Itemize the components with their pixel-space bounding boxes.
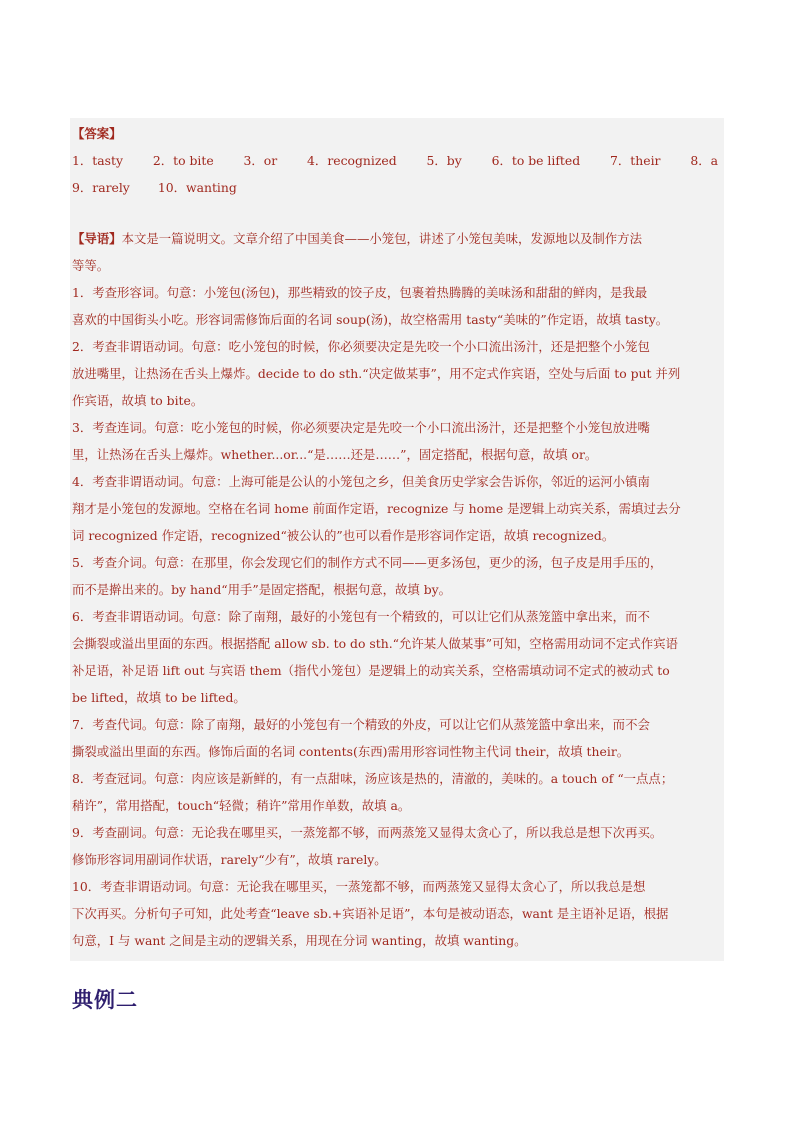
guide-line: 1．考查形容词。句意：小笼包(汤包)，那些精致的饺子皮，包裹着热腾腾的美味汤和甜甜的鲜肉，是我最 <box>72 285 648 300</box>
guide-line: 里，让热汤在舌头上爆炸。whether...or...“是……还是……”，固定搭配，根据句意，故填 or。 <box>72 447 598 462</box>
guide-line: 5．考查介词。句意：在那里，你会发现它们的制作方式不同——更多汤包，更少的汤，包子皮是用手压的， <box>72 555 663 570</box>
guide-line: 4．考查非谓语动词。句意：上海可能是公认的小笼包之乡，但美食历史学家会告诉你，邻近的运河小镇南 <box>72 474 650 489</box>
guide-line: 等等。 <box>72 258 110 273</box>
spacer <box>72 201 720 225</box>
answer-row-2 <box>72 174 720 201</box>
answer-row-1 <box>72 147 720 174</box>
answer-explanation-box <box>70 118 724 961</box>
answer-item: 7．their <box>610 153 661 168</box>
guide-line: 作宾语，故填 to bite。 <box>72 393 204 408</box>
guide-line: 会撕裂或溢出里面的东西。根据搭配 allow sb. to do sth.“允许某人做某事”可知，空格需用动词不定式作宾语 <box>72 636 678 651</box>
guide-line: be lifted，故填 to be lifted。 <box>72 690 246 705</box>
guide-line: 10．考查非谓语动词。句意：无论我在哪里买，一蒸笼都不够，而两蒸笼又显得太贪心了，所以我总是想 <box>72 879 646 894</box>
answer-title: 【答案】 <box>72 126 122 141</box>
guide-line: 9．考查副词。句意：无论我在哪里买，一蒸笼都不够，而两蒸笼又显得太贪心了，所以我总是想下次再买。 <box>72 825 663 840</box>
answer-item: 6．to be lifted <box>491 153 581 168</box>
guide-line: 放进嘴里，让热汤在舌头上爆炸。decide to do sth.“决定做某事”，用不定式作宾语，空处与后面 to put 并列 <box>72 366 681 381</box>
guide-line: 句意，I 与 want 之间是主动的逻辑关系，用现在分词 wanting，故填 wanting。 <box>72 933 527 948</box>
answer-item: 5．by <box>426 153 462 168</box>
answer-item: 9．rarely <box>72 180 130 195</box>
guide-line: 7．考查代词。句意：除了南翔，最好的小笼包有一个精致的外皮，可以让它们从蒸笼篮中拿出来，而不会 <box>72 717 650 732</box>
guide-line: 词 recognized 作定语，recognized“被公认的”也可以看作是形容词作定语，故填 recognized。 <box>72 528 615 543</box>
answer-item: 3．or <box>243 153 278 168</box>
guide-line: 2．考查非谓语动词。句意：吃小笼包的时候，你必须要决定是先咬一个小口流出汤汁，还是把整个小笼包 <box>72 339 650 354</box>
guide-line: 撕裂或溢出里面的东西。修饰后面的名词 contents(东西)需用形容词性物主代词 their，故填 their。 <box>72 744 630 759</box>
guide-line: 喜欢的中国街头小吃。形容词需修饰后面的名词 soup(汤)，故空格需用 tasty“美味的”作定语，故填 tasty。 <box>72 312 669 327</box>
guide-line: 【导语】本文是一篇说明文。文章介绍了中国美食——小笼包，讲述了小笼包美味，发源地以及制作方法 <box>72 231 642 246</box>
answer-item: 8．a <box>690 153 718 168</box>
answer-item: 2．to bite <box>152 153 214 168</box>
guide-line: 稍许”，常用搭配，touch“轻微；稍许”常用作单数，故填 a。 <box>72 798 411 813</box>
answer-item: 4．recognized <box>307 153 397 168</box>
guide-line: 6．考查非谓语动词。句意：除了南翔，最好的小笼包有一个精致的，可以让它们从蒸笼篮中拿出来，而不 <box>72 609 650 624</box>
answer-item: 10．wanting <box>157 180 237 195</box>
section-heading: 典例二 <box>72 987 138 1012</box>
answer-item: 1．tasty <box>72 153 123 168</box>
guide-line: 而不是擀出来的。by hand“用手”是固定搭配，根据句意，故填 by。 <box>72 582 452 597</box>
guide-line: 补足语，补足语 lift out 与宾语 them（指代小笼包）是逻辑上的动宾关系，空格需填动词不定式的被动式 to <box>72 663 670 678</box>
guide-line: 翔才是小笼包的发源地。空格在名词 home 前面作定语，recognize 与 home 是逻辑上动宾关系，需填过去分 <box>72 501 681 516</box>
guide-line: 3．考查连词。句意：吃小笼包的时候，你必须要决定是先咬一个小口流出汤汁，还是把整个小笼包放进嘴 <box>72 420 650 435</box>
guide-line: 下次再买。分析句子可知，此处考查“leave sb.+宾语补足语”，本句是被动语态，want 是主语补足语，根据 <box>72 906 669 921</box>
guide-line: 8．考查冠词。句意：肉应该是新鲜的，有一点甜味，汤应该是热的，清澈的，美味的。a touch of “一点点； <box>72 771 674 786</box>
guide-line: 修饰形容词用副词作状语，rarely“少有”，故填 rarely。 <box>72 852 387 867</box>
guide-label: 【导语】 <box>72 231 122 246</box>
